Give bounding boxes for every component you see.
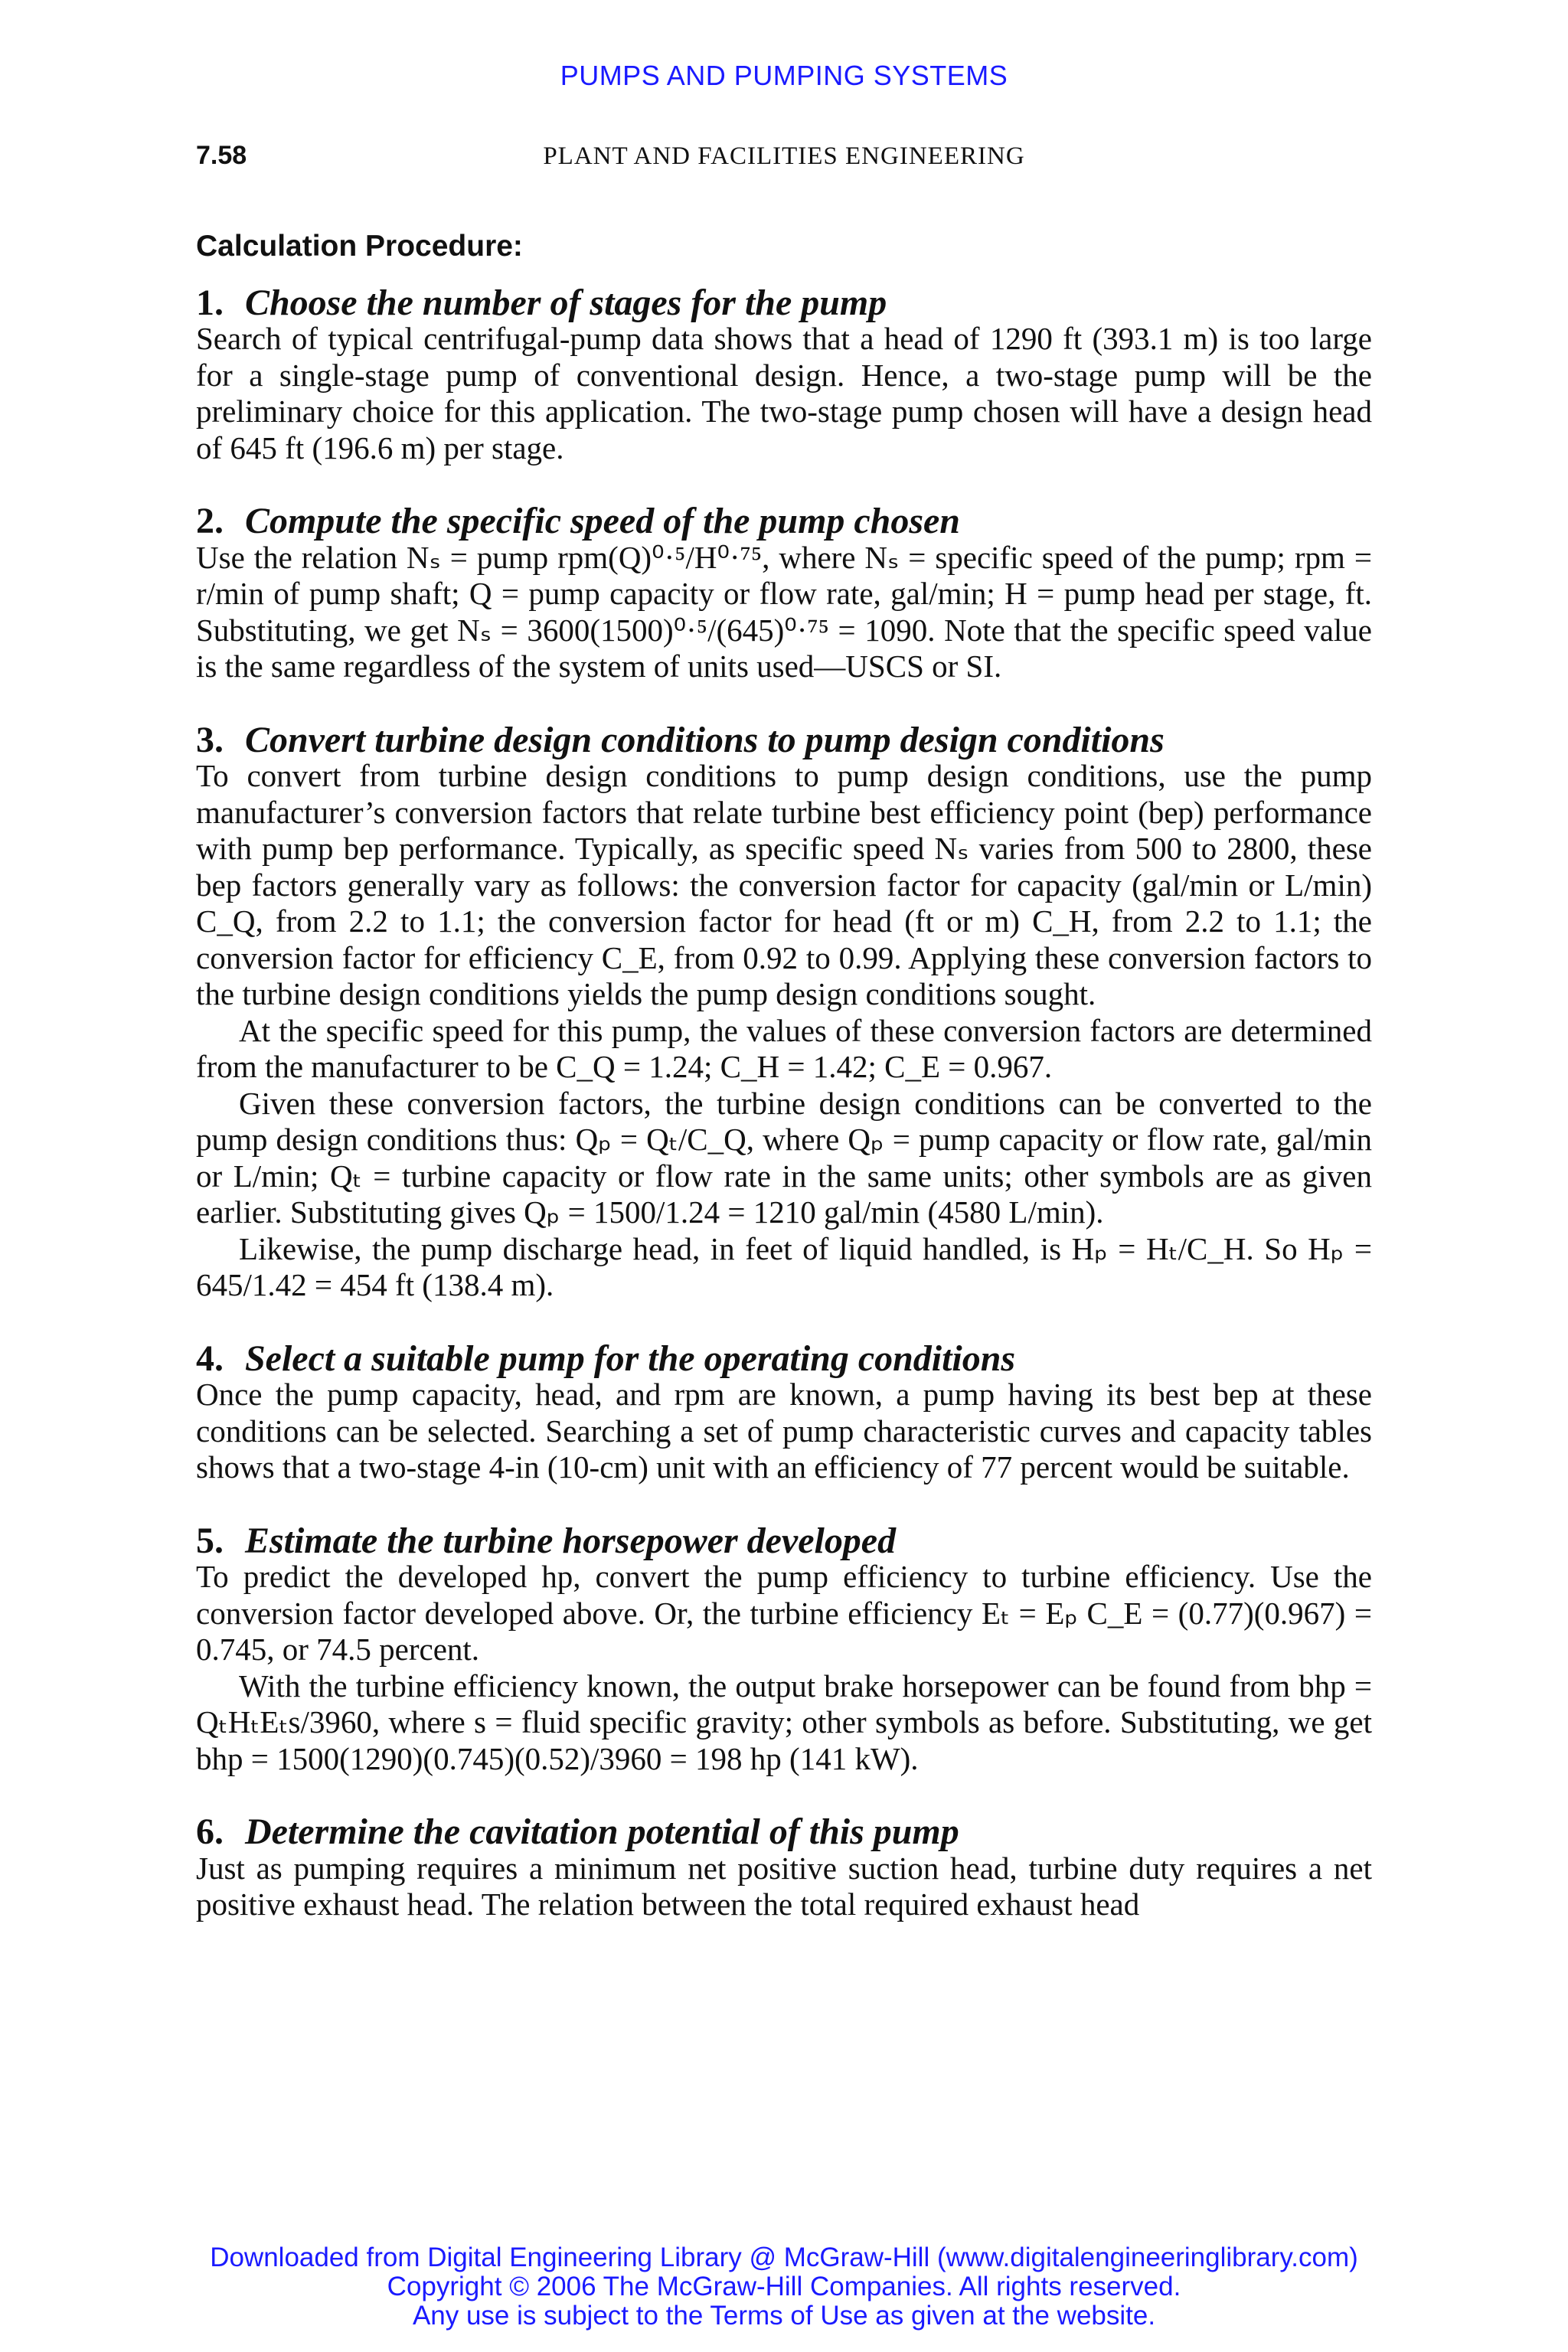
step-title-text: Select a suitable pump for the operating conditions bbox=[244, 1338, 1016, 1379]
paragraph: Search of typical centrifugal-pump data shows that a head of 1290 ft (393.1 m) is too large for a single-stage pump of conventional design. Hence, a two-stage pump will be the preliminary choice for this application. The two-stage pump chosen will have a design head of 645 ft (196.6 m) per stage. bbox=[196, 321, 1372, 466]
running-head: PUMPS AND PUMPING SYSTEMS bbox=[560, 60, 1008, 91]
step-3 bbox=[196, 719, 1372, 1304]
step-title bbox=[196, 503, 1372, 540]
step-title bbox=[196, 719, 1372, 760]
section-heading: Calculation Procedure: bbox=[196, 230, 523, 263]
paragraph: To predict the developed hp, convert the pump efficiency to turbine efficiency. Use the conversion factor developed above. Or, the turbine efficiency Eₜ = Eₚ C_E = (0.77)(0.967) = 0.745, or 74.5 percent. bbox=[196, 1559, 1372, 1667]
paragraph: Once the pump capacity, head, and rpm are known, a pump having its best bep at these conditions can be selected. Searching a set of pump characteristic curves and capacity tables shows that a two-stage 4-in (10-cm) unit with an efficiency of 77 percent would be suitable. bbox=[196, 1377, 1372, 1485]
paragraph: At the specific speed for this pump, the values of these conversion factors are determined from the manufacturer to be C_Q = 1.24; C_H = 1.42; C_E = 0.967. bbox=[196, 1012, 1372, 1084]
step-title bbox=[196, 1338, 1372, 1379]
page-number: 7.58 bbox=[196, 141, 247, 170]
page-heading: PLANT AND FACILITIES ENGINEERING bbox=[543, 142, 1025, 170]
footer-download-line: Downloaded from Digital Engineering Library @ McGraw-Hill (www.digitalengineeringlibrary.com) bbox=[210, 2243, 1358, 2272]
footer bbox=[0, 2243, 1568, 2331]
step-5 bbox=[196, 1520, 1372, 1778]
step-number: 5. bbox=[196, 1520, 224, 1561]
page-header bbox=[196, 141, 1372, 175]
step-2 bbox=[196, 503, 1372, 685]
paragraph: Just as pumping requires a minimum net positive suction head, turbine duty requires a net positive exhaust head. The relation between the total required exhaust head bbox=[196, 1850, 1372, 1922]
step-title-text: Determine the cavitation potential of this pump bbox=[244, 1811, 959, 1852]
document-body bbox=[196, 228, 1372, 1960]
step-number: 2. bbox=[196, 501, 224, 541]
step-title bbox=[196, 1520, 1372, 1561]
step-title bbox=[196, 1811, 1372, 1852]
step-title-text: Choose the number of stages for the pump bbox=[244, 282, 887, 323]
footer-terms-line: Any use is subject to the Terms of Use as given at the website. bbox=[412, 2301, 1156, 2331]
footer-copyright-line: Copyright © 2006 The McGraw-Hill Companies. All rights reserved. bbox=[387, 2272, 1181, 2301]
step-6 bbox=[196, 1811, 1372, 1923]
step-number: 3. bbox=[196, 719, 224, 760]
step-1 bbox=[196, 282, 1372, 467]
paragraph: With the turbine efficiency known, the output brake horsepower can be found from bhp = QₜHₜEₜs/3960, where s = fluid specific gravity; other symbols as before. Substituting, we get bhp = 1500(1290)(0.745)(0.52)/3960 = 198 hp (141 kW). bbox=[196, 1668, 1372, 1776]
step-title bbox=[196, 282, 1372, 323]
paragraph: Given these conversion factors, the turbine design conditions can be converted to the pump design conditions thus: Qₚ = Qₜ/C_Q, where Qₚ = pump capacity or flow rate, gal/min or L/min; Qₜ = turbine capacity or flow rate in the same units; other symbols are as given earlier. Substituting gives Qₚ = 1500/1.24 = 1210 gal/min (4580 L/min). bbox=[196, 1085, 1372, 1230]
paragraph: Use the relation Nₛ = pump rpm(Q)⁰·⁵/H⁰·⁷⁵, where Nₛ = specific speed of the pump; rpm = r/min of pump shaft; Q = pump capacity or flow rate, gal/min; H = pump head per stage, ft. Substituting, we get Nₛ = 3600(1500)⁰·⁵/(645)⁰·⁷⁵ = 1090. Note that the specific speed value is the same regardless of the system of units used—USCS or SI. bbox=[196, 539, 1372, 684]
step-title-text: Estimate the turbine horsepower developed bbox=[244, 1520, 897, 1561]
step-title-text: Compute the specific speed of the pump chosen bbox=[244, 501, 960, 541]
step-number: 6. bbox=[196, 1811, 224, 1852]
step-4 bbox=[196, 1338, 1372, 1486]
step-number: 4. bbox=[196, 1338, 224, 1379]
step-number: 1. bbox=[196, 282, 224, 323]
step-title-text: Convert turbine design conditions to pump design conditions bbox=[244, 719, 1165, 760]
paragraph: To convert from turbine design conditions to pump design conditions, use the pump manufacturer’s conversion factors that relate turbine best efficiency point (bep) performance with pump bep performance. Typically, as specific speed Nₛ varies from 500 to 2800, these bep factors generally vary as follows: the conversion factor for capacity (gal/min or L/min) C_Q, from 2.2 to 1.1; the conversion factor for head (ft or m) C_H, from 2.2 to 1.1; the conversion factor for efficiency C_E, from 0.92 to 0.99. Applying these conversion factors to the turbine design conditions yields the pump design conditions sought. bbox=[196, 758, 1372, 1011]
paragraph: Likewise, the pump discharge head, in feet of liquid handled, is Hₚ = Hₜ/C_H. So Hₚ = 645/1.42 = 454 ft (138.4 m). bbox=[196, 1230, 1372, 1302]
